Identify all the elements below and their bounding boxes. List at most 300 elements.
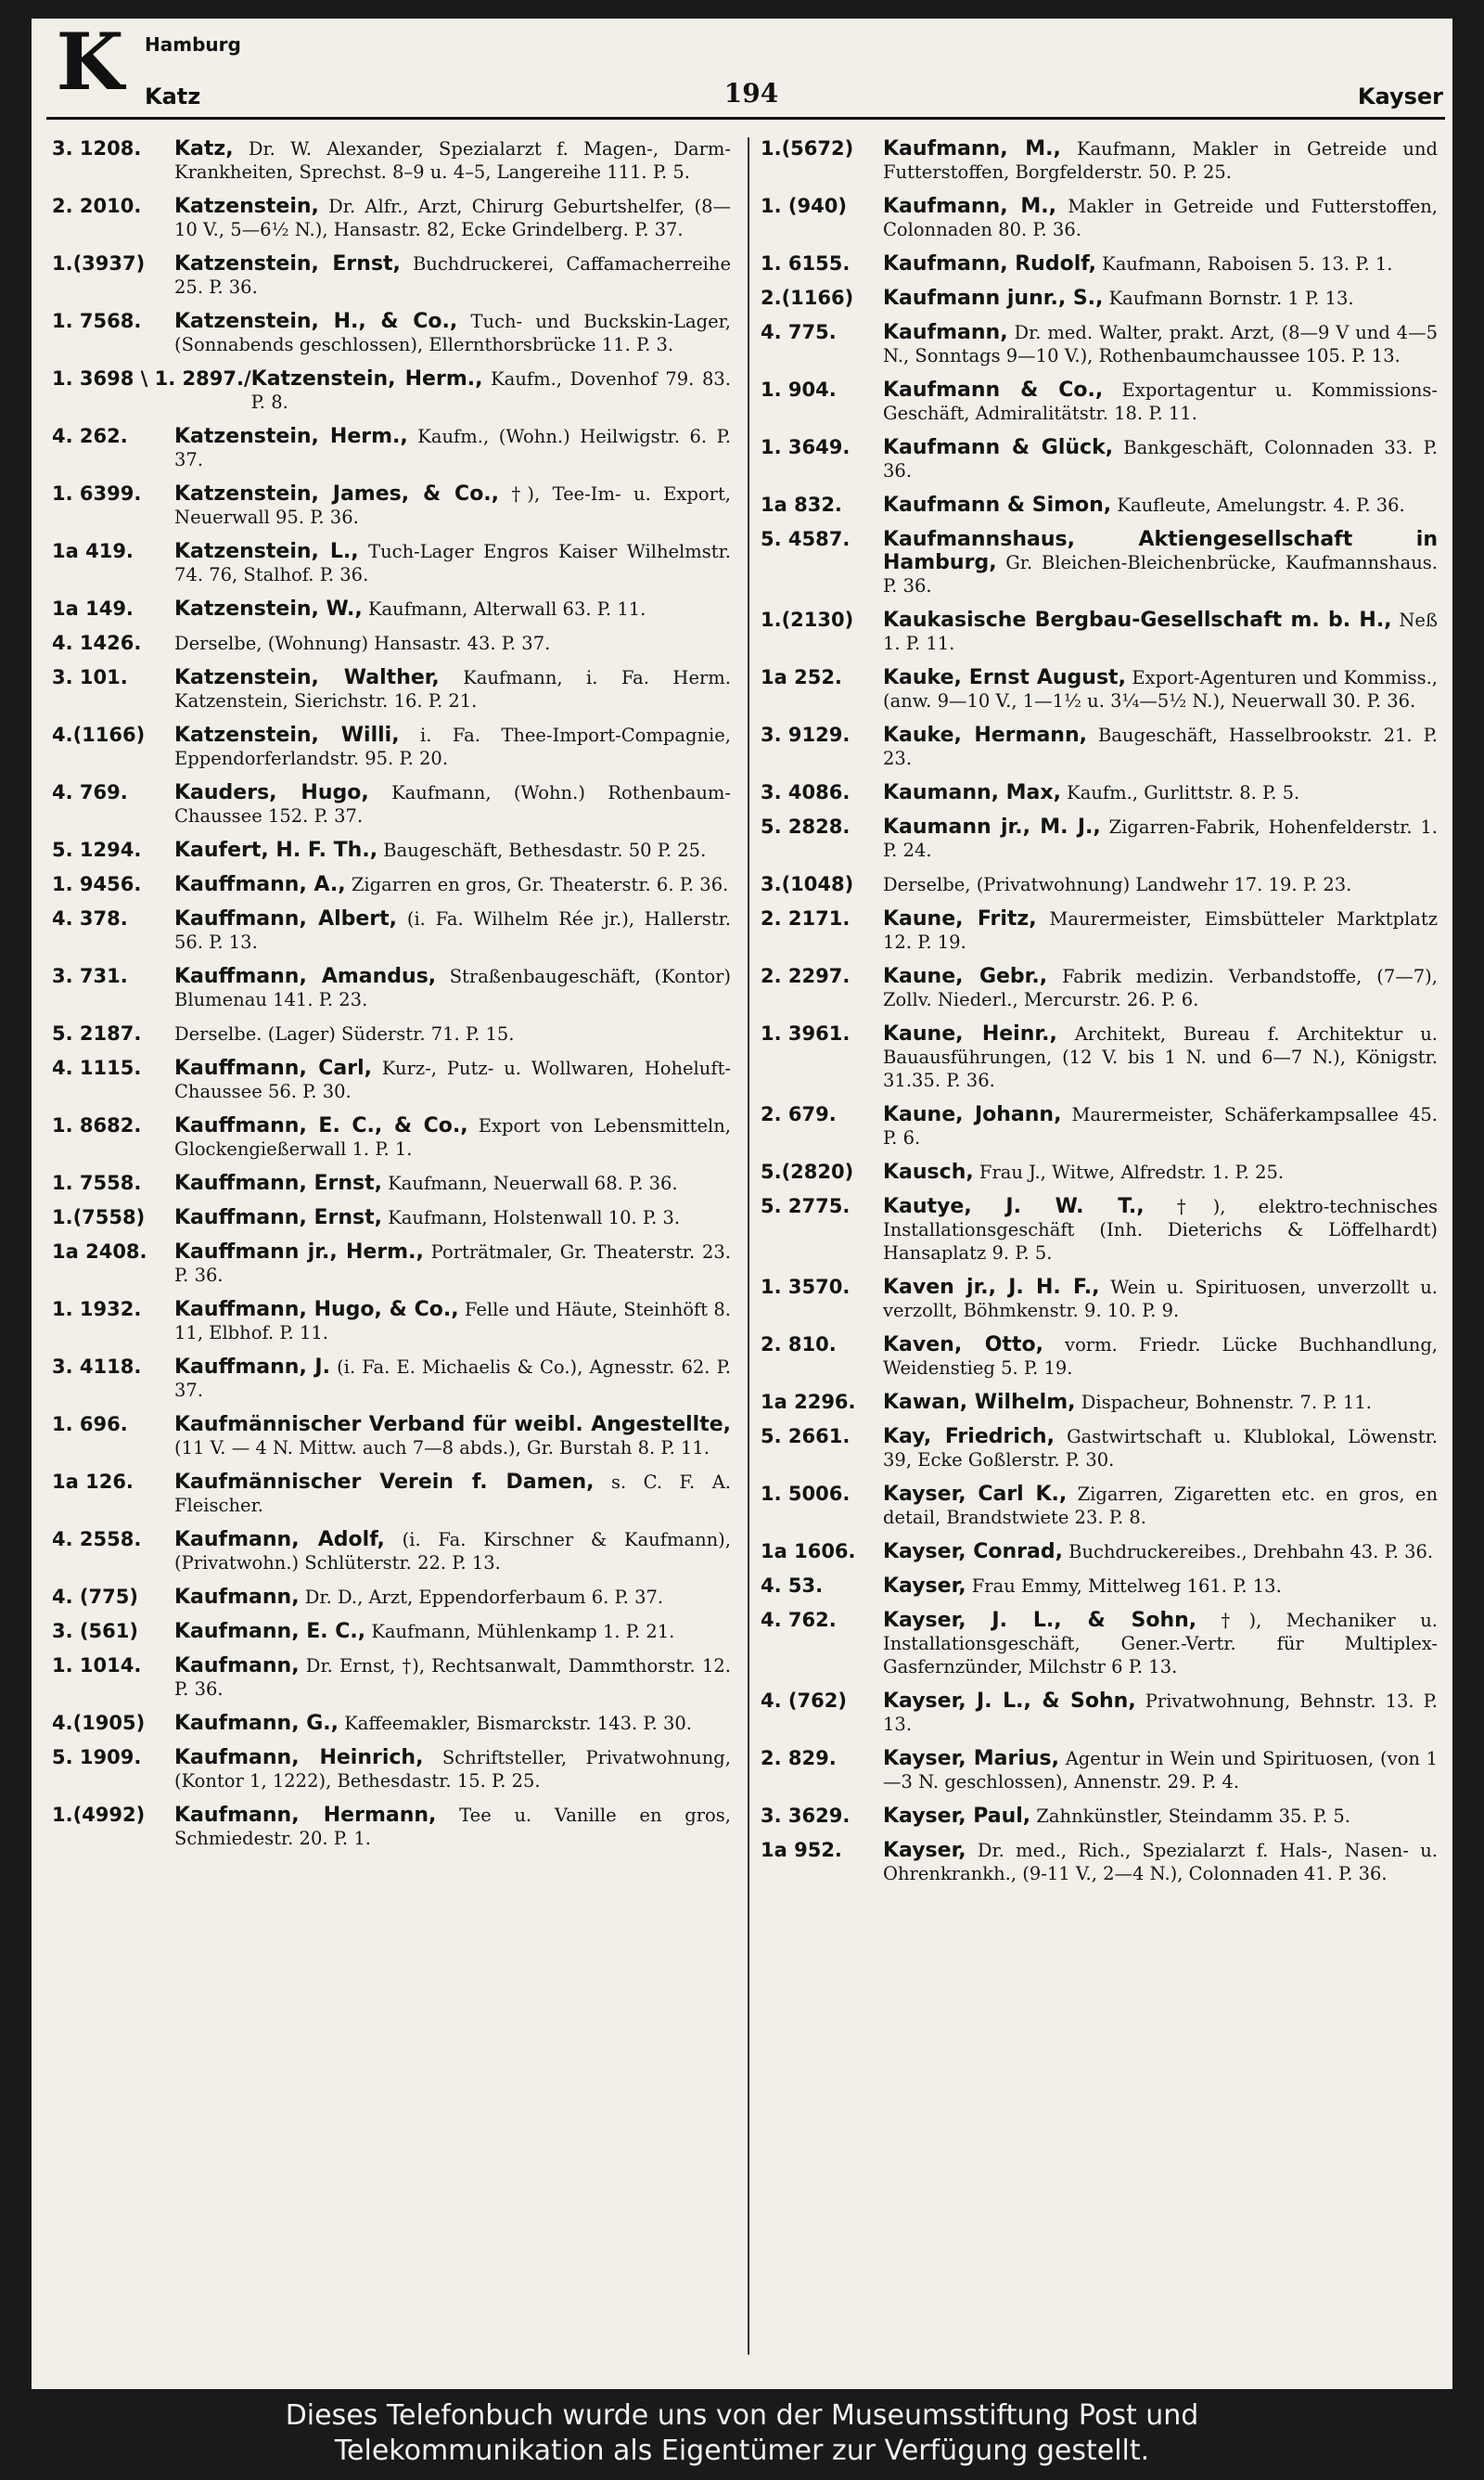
subscriber-name: Kaufmann, M.,: [883, 195, 1056, 218]
directory-entry: [761, 666, 1438, 713]
entry-text: [883, 724, 1438, 770]
last-entry-keyword: Kayser: [1357, 84, 1443, 109]
subscriber-details: Baugeschäft, Bethesdastr. 50 P. 25.: [377, 840, 707, 861]
subscriber-name: Katzenstein, Ernst,: [174, 252, 401, 276]
entry-text: [174, 1620, 731, 1643]
phone-number: 1. 696.: [52, 1413, 128, 1435]
subscriber-details: Porträtmaler, Gr. Theaterstr. 23. P. 36.: [174, 1241, 731, 1286]
entry-text: [174, 1298, 731, 1344]
entry-text: [883, 1195, 1438, 1265]
entry-text: [174, 540, 731, 586]
phone-number: 1. 3649.: [761, 436, 851, 458]
phone-number: 4. 1426.: [52, 632, 142, 654]
subscriber-details: †), Mechaniker u. Installationsgeschäft, Gener.-Vertr. für Multiplex-Gasfernzünder, Milchstr 6 P. 13.: [883, 1610, 1438, 1677]
directory-entry: [761, 1690, 1438, 1736]
subscriber-name: Kaufmann, Rudolf,: [883, 252, 1096, 276]
directory-entry: [761, 287, 1438, 310]
entry-text: [883, 907, 1438, 954]
entry-text: [883, 666, 1438, 713]
entry-text: [174, 1746, 731, 1793]
subscriber-name: Katzenstein, Herm.,: [174, 425, 408, 448]
entry-text: [251, 367, 731, 414]
section-letter: K: [56, 19, 124, 108]
entry-text: [174, 1057, 731, 1103]
entry-text: [174, 965, 731, 1011]
subscriber-name: Kauffmann, Ernst,: [174, 1206, 382, 1229]
subscriber-name: Kaven, Otto,: [883, 1333, 1043, 1356]
entry-text: [883, 287, 1438, 310]
subscriber-name: Kayser,: [883, 1839, 966, 1862]
subscriber-details: Derselbe. (Lager) Süderstr. 71. P. 15.: [174, 1023, 515, 1045]
phone-number: 4. 775.: [761, 321, 837, 343]
page-number: 194: [723, 78, 779, 109]
phone-number: 1a 149.: [52, 598, 134, 620]
subscriber-details: Kaufm., (Wohn.) Heilwigstr. 6. P. 37.: [174, 426, 731, 470]
directory-entry: [761, 321, 1438, 367]
subscriber-details: Kaufm., Dovenhof 79. 83. P. 8.: [250, 368, 732, 413]
directory-entry: [761, 816, 1438, 862]
subscriber-name: Katzenstein, W.,: [174, 598, 363, 621]
phone-number: 1.(4992): [52, 1804, 146, 1826]
phone-number: 1. 3570.: [761, 1276, 851, 1298]
entry-text: [174, 873, 731, 896]
directory-entry: [761, 724, 1438, 770]
directory-entry: [52, 1746, 731, 1793]
subscriber-name: Katzenstein, H., & Co.,: [174, 310, 458, 333]
phone-number: 4. 53.: [761, 1574, 824, 1597]
subscriber-details: vorm. Friedr. Lücke Buchhandlung, Weidenstieg 5. P. 19.: [883, 1334, 1439, 1379]
subscriber-name: Katzenstein,: [174, 195, 319, 218]
subscriber-name: Kaufmann & Glück,: [883, 436, 1114, 459]
subscriber-name: Kaufmann, Adolf,: [174, 1528, 385, 1551]
phone-number: 3. 4118.: [52, 1356, 142, 1378]
subscriber-name: Kaufmann, Hermann,: [174, 1804, 437, 1827]
entry-text: [883, 1103, 1438, 1150]
entry-text: [174, 1413, 731, 1459]
entry-text: [174, 1804, 731, 1850]
subscriber-details: Kaufmann, Neuerwall 68. P. 36.: [382, 1173, 678, 1194]
directory-entry: [761, 907, 1438, 954]
entry-text: [174, 1206, 731, 1229]
subscriber-name: Kaune, Johann,: [883, 1103, 1062, 1126]
subscriber-details: Bankgeschäft, Colonnaden 33. P. 36.: [883, 437, 1438, 482]
subscriber-details: Dr. med. Walter, prakt. Arzt, (8—9 V und 4—5 N., Sonntags 9—10 V.), Rothenbaumchaussee 105. P. 13.: [883, 322, 1438, 366]
phone-number: 5. 2775.: [761, 1195, 851, 1217]
phone-number: 2. 2171.: [761, 907, 851, 930]
subscriber-name: Kaufmann & Simon,: [883, 494, 1112, 517]
directory-entry: [52, 425, 731, 471]
directory-entry: [52, 540, 731, 586]
subscriber-details: Gastwirtschaft u. Klublokal, Löwenstr. 39, Ecke Goßlerstr. P. 30.: [883, 1426, 1439, 1471]
entry-text: [883, 379, 1438, 425]
directory-entry: [52, 666, 731, 713]
entry-text: [883, 1609, 1438, 1678]
subscriber-details: Dr. med., Rich., Spezialarzt f. Hals-, Nasen- u. Ohrenkrankh., (9-11 V., 2—4 N.), Colonnaden 41. P. 36.: [883, 1840, 1438, 1884]
entry-text: [883, 252, 1438, 276]
entry-text: [883, 781, 1438, 804]
phone-number: 1. 7558.: [52, 1172, 142, 1194]
subscriber-name: Kaune, Fritz,: [883, 907, 1037, 931]
entry-text: [174, 781, 731, 828]
directory-entry: [52, 1356, 731, 1402]
subscriber-name: Katzenstein, Walther,: [174, 666, 440, 689]
phone-number: 1a 252.: [761, 666, 842, 688]
phone-number: 5. 4587.: [761, 528, 851, 550]
subscriber-name: Kaufmann,: [174, 1586, 300, 1609]
footer-line-1: Dieses Telefonbuch wurde uns von der Museumsstiftung Post und: [285, 2399, 1199, 2432]
subscriber-name: Kayser, J. L., & Sohn,: [883, 1690, 1136, 1713]
phone-number: 1a 2408.: [52, 1240, 147, 1263]
phone-number: 1. 7568.: [52, 310, 142, 332]
entry-text: [883, 436, 1438, 482]
subscriber-details: Kaufmann, (Wohn.) Rothenbaum-Chaussee 152. P. 37.: [174, 782, 731, 827]
directory-entry: [52, 1528, 731, 1574]
phone-number: 5. 2187.: [52, 1022, 142, 1045]
subscriber-details: Fabrik medizin. Verbandstoffe, (7—7), Zollv. Niederl., Mercurstr. 26. P. 6.: [883, 966, 1438, 1010]
phone-number: 1. 8682.: [52, 1114, 142, 1137]
subscriber-name: Kauke, Ernst August,: [883, 666, 1126, 689]
directory-entry: [52, 1206, 731, 1229]
subscriber-details: Dr. Ernst, †), Rechtsanwalt, Dammthorstr. 12. P. 36.: [174, 1655, 731, 1700]
subscriber-name: Katzenstein, L.,: [174, 540, 359, 563]
subscriber-name: Kaufmannshaus, Aktiengesellschaft in Hamburg,: [883, 528, 1438, 574]
directory-entry: [761, 873, 1438, 896]
directory-entry: [761, 1839, 1438, 1885]
directory-entry: [761, 1805, 1438, 1828]
entry-text: [883, 1022, 1438, 1092]
directory-entry: [761, 494, 1438, 517]
first-entry-keyword: Katz: [145, 84, 201, 109]
subscriber-details: Tuch-Lager Engros Kaiser Wilhelmstr. 74. 76, Stalhof. P. 36.: [174, 541, 731, 585]
subscriber-name: Kausch,: [883, 1161, 974, 1184]
directory-entry: [52, 1586, 731, 1609]
entry-text: [883, 1483, 1438, 1529]
directory-entry: [761, 1574, 1438, 1598]
directory-entry: [52, 632, 731, 655]
directory-entry: [761, 528, 1438, 598]
directory-entry: [52, 907, 731, 954]
directory-entry: [52, 1022, 731, 1046]
entry-text: [174, 598, 731, 621]
entry-text: [174, 137, 731, 184]
directory-entry: [52, 1413, 731, 1459]
subscriber-details: Frau J., Witwe, Alfredstr. 1. P. 25.: [973, 1162, 1285, 1183]
subscriber-details: Derselbe, (Wohnung) Hansastr. 43. P. 37.: [174, 633, 551, 654]
directory-entry: [761, 1195, 1438, 1265]
phone-number: 1a 2296.: [761, 1391, 856, 1413]
directory-entry: [761, 436, 1438, 482]
subscriber-details: Zigarren-Fabrik, Hohenfelderstr. 1. P. 24.: [883, 816, 1438, 861]
phone-number: 4. 262.: [52, 425, 128, 447]
phone-number: 3. 731.: [52, 965, 128, 987]
directory-entry: [761, 1483, 1438, 1529]
subscriber-details: Straßenbaugeschäft, (Kontor) Blumenau 141. P. 23.: [174, 966, 731, 1010]
phone-number: 1. 5006.: [761, 1483, 851, 1505]
subscriber-details: Frau Emmy, Mittelweg 161. P. 13.: [966, 1575, 1282, 1597]
directory-entry: [52, 839, 731, 862]
entry-text: [883, 494, 1438, 517]
subscriber-details: Dr. Alfr., Arzt, Chirurg Geburtshelfer, (8—10 V., 5—6½ N.), Hansastr. 82, Ecke Grindelberg. P. 37.: [174, 196, 731, 240]
header-rule: [46, 117, 1445, 120]
phone-number: 1. 1932.: [52, 1298, 142, 1320]
entry-text: [883, 1276, 1438, 1322]
directory-entry: [52, 1114, 731, 1161]
phone-number: 5.(2820): [761, 1161, 854, 1183]
entry-text: [174, 1172, 731, 1195]
subscriber-name: Kaufmännischer Verein f. Damen,: [174, 1471, 595, 1494]
subscriber-name: Kaufmann, E. C.,: [174, 1620, 366, 1643]
directory-entry: [761, 1161, 1438, 1184]
entry-text: [174, 1022, 731, 1046]
directory-entry: [761, 781, 1438, 804]
phone-number: 1a 419.: [52, 540, 134, 562]
entry-text: [883, 1805, 1438, 1828]
directory-entry: [761, 965, 1438, 1011]
subscriber-details: Maurermeister, Schäferkampsallee 45. P. 6.: [883, 1104, 1438, 1149]
entry-text: [883, 609, 1438, 655]
phone-number: 1. 3698 \ 1. 2897./: [52, 367, 251, 390]
subscriber-details: Kaufleute, Amelungstr. 4. P. 36.: [1111, 495, 1405, 516]
subscriber-details: Dispacheur, Bohnenstr. 7. P. 11.: [1075, 1392, 1372, 1413]
entry-text: [883, 1161, 1438, 1184]
entry-text: [174, 907, 731, 954]
directory-entry: [52, 1240, 731, 1287]
phone-number: 4. 378.: [52, 907, 128, 930]
phone-number: 3. 101.: [52, 666, 128, 688]
entry-text: [883, 195, 1438, 241]
subscriber-details: (i. Fa. E. Michaelis & Co.), Agnesstr. 62. P. 37.: [174, 1356, 732, 1401]
subscriber-name: Kaukasische Bergbau-Gesellschaft m. b. H.,: [883, 609, 1392, 632]
phone-number: 1.(3937): [52, 252, 146, 275]
directory-entry: [761, 1276, 1438, 1322]
entry-text: [174, 1654, 731, 1701]
subscriber-name: Kayser, Conrad,: [883, 1540, 1063, 1563]
phone-number: 1a 1606.: [761, 1540, 856, 1562]
phone-number: 1.(7558): [52, 1206, 146, 1228]
directory-entry: [52, 781, 731, 828]
subscriber-name: Kauders, Hugo,: [174, 781, 369, 804]
city-label: Hamburg: [145, 33, 241, 56]
entry-text: [174, 666, 731, 713]
phone-number: 3.(1048): [761, 873, 854, 895]
directory-entry: [52, 1172, 731, 1195]
subscriber-details: Dr. W. Alexander, Spezialarzt f. Magen-, Darm-Krankheiten, Sprechst. 8–9 u. 4–5, Langereihe 111. P. 5.: [174, 138, 731, 183]
phone-number: 1. 9456.: [52, 873, 142, 895]
entry-text: [174, 310, 731, 356]
subscriber-details: Tee u. Vanille en gros, Schmiedestr. 20. P. 1.: [174, 1805, 732, 1849]
phone-number: 1a 952.: [761, 1839, 842, 1861]
subscriber-name: Kauffmann, Hugo, & Co.,: [174, 1298, 459, 1321]
subscriber-details: Schriftsteller, Privatwohnung, (Kontor 1, 1222), Bethesdastr. 15. P. 25.: [174, 1747, 731, 1792]
entry-text: [883, 1391, 1438, 1414]
directory-entry: [52, 195, 731, 241]
entry-text: [174, 195, 731, 241]
entry-text: [883, 1747, 1438, 1793]
phone-number: 1.(2130): [761, 609, 854, 631]
subscriber-name: Kauffmann, Albert,: [174, 907, 398, 931]
subscriber-details: Kaufm., Gurlittstr. 8. P. 5.: [1060, 782, 1300, 803]
directory-entry: [52, 1471, 731, 1517]
phone-number: 4.(1905): [52, 1712, 146, 1734]
subscriber-name: Kaufert, H. F. Th.,: [174, 839, 378, 862]
directory-entry: [52, 252, 731, 299]
subscriber-details: Kaufmann, Makler in Getreide und Futterstoffen, Borgfelderstr. 50. P. 25.: [883, 138, 1438, 183]
subscriber-details: Makler in Getreide und Futterstoffen, Colonnaden 80. P. 36.: [883, 196, 1438, 240]
entry-text: [883, 1839, 1438, 1885]
directory-entry: [52, 1620, 731, 1643]
phone-number: 4. 2558.: [52, 1528, 142, 1550]
phone-number: 4. 762.: [761, 1609, 837, 1631]
subscriber-name: Kaune, Heinr.,: [883, 1022, 1057, 1046]
entry-text: [174, 1356, 731, 1402]
subscriber-name: Kayser, J. L., & Sohn,: [883, 1609, 1197, 1632]
directory-entry: [761, 1540, 1438, 1563]
subscriber-name: Kaufmännischer Verband für weibl. Angestellte,: [174, 1413, 731, 1436]
subscriber-name: Kay, Friedrich,: [883, 1425, 1055, 1448]
directory-entry: [52, 1654, 731, 1701]
phone-number: 3. 9129.: [761, 724, 851, 746]
subscriber-details: Maurermeister, Eimsbütteler Marktplatz 12. P. 19.: [883, 908, 1438, 953]
phone-number: 1. (940): [761, 195, 847, 217]
directory-entry: [52, 137, 731, 184]
entry-text: [174, 482, 731, 529]
subscriber-details: (11 V. — 4 N. Mittw. auch 7—8 abds.), Gr. Burstah 8. P. 11.: [174, 1437, 710, 1458]
left-column: [52, 137, 731, 1850]
directory-entry: [761, 1103, 1438, 1150]
subscriber-details: Kaufmann, Mühlenkamp 1. P. 21.: [365, 1621, 675, 1642]
subscriber-name: Kaumann jr., M. J.,: [883, 816, 1101, 839]
subscriber-name: Kawan, Wilhelm,: [883, 1391, 1076, 1414]
directory-entry: [52, 482, 731, 529]
phone-number: 2. 679.: [761, 1103, 837, 1125]
phone-number: 4. 1115.: [52, 1057, 142, 1079]
entry-text: [883, 873, 1438, 896]
directory-entry: [52, 310, 731, 356]
entry-text: [883, 1574, 1438, 1598]
phone-number: 5. 2661.: [761, 1425, 851, 1447]
column-divider: [748, 137, 749, 2355]
entry-text: [174, 839, 731, 862]
entry-text: [883, 816, 1438, 862]
subscriber-details: Kaffeemakler, Bismarckstr. 143. P. 30.: [339, 1713, 692, 1734]
subscriber-name: Katzenstein, James, & Co.,: [174, 482, 500, 506]
directory-entry: [761, 252, 1438, 276]
subscriber-details: Privatwohnung, Behnstr. 13. P. 13.: [883, 1690, 1438, 1735]
subscriber-details: Dr. D., Arzt, Eppendorferbaum 6. P. 37.: [299, 1587, 664, 1608]
phone-number: 4. (762): [761, 1690, 847, 1712]
directory-entry: [761, 195, 1438, 241]
phone-number: 3. 1208.: [52, 137, 142, 160]
right-column: [761, 137, 1438, 1885]
subscriber-details: Agentur in Wein und Spirituosen, (von 1—3 N. geschlossen), Annenstr. 29. P. 4.: [883, 1748, 1439, 1793]
footer-line-2: Telekommunikation als Eigentümer zur Verfügung gestellt.: [334, 2435, 1150, 2467]
subscriber-details: Architekt, Bureau f. Architektur u. Bauausführungen, (12 V. bis 1 N. und 6—7 N.), Königstr. 31.35. P. 36.: [883, 1023, 1438, 1091]
subscriber-details: Zigarren, Zigaretten etc. en gros, en detail, Brandstwiete 23. P. 8.: [883, 1484, 1438, 1528]
subscriber-name: Kauffmann, J.: [174, 1356, 330, 1379]
entry-text: [883, 1690, 1438, 1736]
footer-note: [0, 2398, 1484, 2469]
directory-entry: [52, 598, 731, 621]
entry-text: [883, 1425, 1438, 1471]
directory-entry: [761, 137, 1438, 184]
entry-text: [174, 632, 731, 655]
phone-number: 2. 829.: [761, 1747, 837, 1769]
subscriber-details: Kaufmann, Raboisen 5. 13. P. 1.: [1095, 253, 1393, 275]
directory-entry: [52, 1298, 731, 1344]
subscriber-name: Kaven jr., J. H. F.,: [883, 1276, 1100, 1299]
subscriber-name: Kauffmann, A.,: [174, 873, 346, 896]
phone-number: 3. 3629.: [761, 1805, 851, 1827]
subscriber-name: Kauffmann, Amandus,: [174, 965, 437, 988]
subscriber-details: Derselbe, (Privatwohnung) Landwehr 17. 19. P. 23.: [883, 874, 1352, 895]
subscriber-details: (i. Fa. Wilhelm Rée jr.), Hallerstr. 56. P. 13.: [174, 908, 731, 953]
subscriber-details: Buchdruckereibes., Drehbahn 43. P. 36.: [1062, 1541, 1434, 1562]
subscriber-details: Kaufmann Bornstr. 1 P. 13.: [1103, 288, 1354, 309]
subscriber-name: Kaufmann & Co.,: [883, 379, 1104, 402]
phone-number: 1. 6155.: [761, 252, 851, 275]
subscriber-name: Katzenstein, Willi,: [174, 724, 400, 747]
directory-entry: [761, 1425, 1438, 1471]
subscriber-name: Kaufmann, M.,: [883, 137, 1061, 161]
directory-entry: [52, 965, 731, 1011]
entry-text: [174, 1114, 731, 1161]
subscriber-name: Katz,: [174, 137, 234, 161]
entry-text: [883, 965, 1438, 1011]
directory-entry: [761, 1747, 1438, 1793]
subscriber-details: Zahnkünstler, Steindamm 35. P. 5.: [1030, 1805, 1350, 1827]
directory-entry: [761, 1391, 1438, 1414]
phone-number: 1a 126.: [52, 1471, 134, 1493]
phone-number: 1. 3961.: [761, 1022, 851, 1045]
phone-number: 2.(1166): [761, 287, 854, 309]
subscriber-details: (i. Fa. Kirschner & Kaufmann), (Privatwohn.) Schlüterstr. 22. P. 13.: [174, 1529, 731, 1574]
phone-number: 1.(5672): [761, 137, 854, 160]
directory-entry: [761, 379, 1438, 425]
subscriber-name: Kaufmann,: [883, 321, 1008, 344]
phone-number: 2. 810.: [761, 1333, 837, 1356]
directory-entry: [52, 1804, 731, 1850]
entry-text: [174, 724, 731, 770]
phone-number: 2. 2010.: [52, 195, 142, 217]
entry-text: [174, 1712, 731, 1735]
subscriber-details: †), elektro-technisches Installationsgeschäft (Inh. Dieterichs & Löffelhardt) Hansaplatz 9. P. 5.: [883, 1196, 1438, 1264]
phone-number: 5. 1294.: [52, 839, 142, 861]
entry-text: [883, 1333, 1438, 1380]
directory-entry: [52, 367, 731, 414]
subscriber-name: Kaumann, Max,: [883, 781, 1061, 804]
subscriber-details: Kaufmann, Holstenwall 10. P. 3.: [382, 1207, 681, 1228]
subscriber-name: Kauffmann, E. C., & Co.,: [174, 1114, 468, 1137]
phone-number: 3. (561): [52, 1620, 138, 1642]
entry-text: [174, 1240, 731, 1287]
directory-entry: [52, 1712, 731, 1735]
directory-page: [32, 19, 1452, 2389]
subscriber-name: Kauffmann, Ernst,: [174, 1172, 382, 1195]
phone-number: 1a 832.: [761, 494, 842, 516]
directory-entry: [761, 1333, 1438, 1380]
phone-number: 4. 769.: [52, 781, 128, 803]
subscriber-details: Export von Lebensmitteln, Glockengießerwall 1. P. 1.: [174, 1115, 731, 1160]
phone-number: 5. 2828.: [761, 816, 851, 838]
subscriber-name: Katzenstein, Herm.,: [250, 367, 483, 391]
entry-text: [174, 1471, 731, 1517]
entry-text: [883, 137, 1438, 184]
subscriber-details: Buchdruckerei, Caffamacherreihe 25. P. 36.: [174, 253, 732, 298]
entry-text: [883, 321, 1438, 367]
subscriber-details: Kaufmann, i. Fa. Herm. Katzenstein, Sierichstr. 16. P. 21.: [174, 667, 731, 712]
subscriber-name: Kauffmann jr., Herm.,: [174, 1240, 424, 1264]
subscriber-details: i. Fa. Thee-Import-Compagnie, Eppendorferlandstr. 95. P. 20.: [174, 725, 732, 769]
